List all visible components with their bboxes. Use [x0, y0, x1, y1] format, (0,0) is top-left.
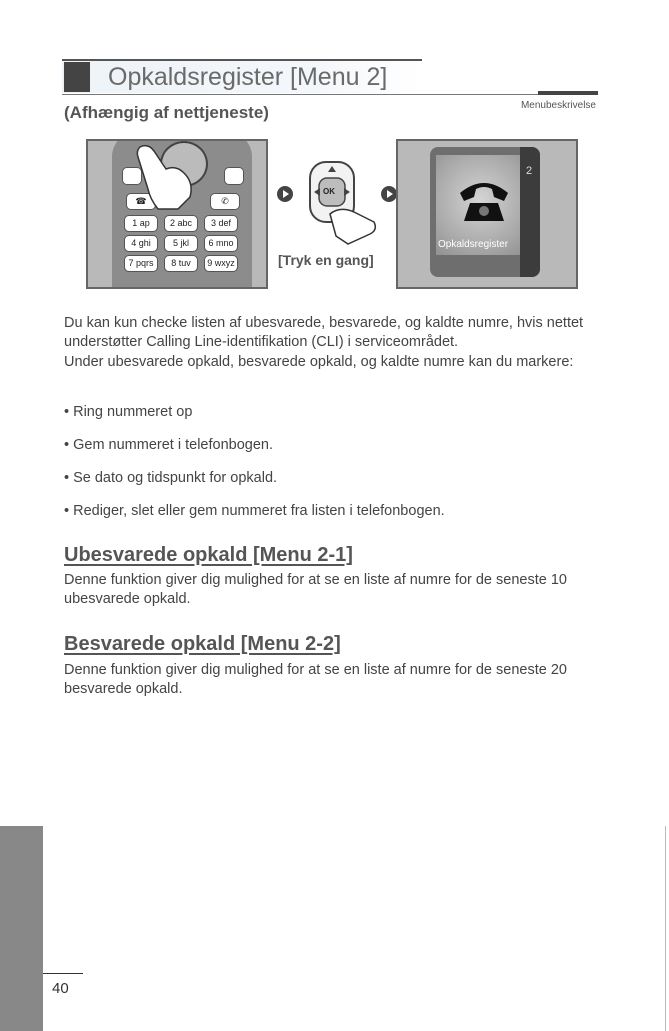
keypad-key: 9 wxyz — [204, 255, 238, 272]
press-once-caption: [Tryk en gang] — [278, 252, 374, 268]
keypad-key: 5 jkl — [164, 235, 198, 252]
ok-navigation-key-icon — [300, 156, 380, 248]
bullet-item: • Ring nummeret op — [64, 404, 193, 420]
intro-paragraph: Du kan kun checke listen af ubesvarede, besvarede, og kaldte numre, hvis nettet understøtter Calling Line-identifikation (CLI) i serviceområdet. — [64, 315, 584, 350]
keypad-key: 2 abc — [164, 215, 198, 232]
page-subtitle: (Afhængig af nettjeneste) — [64, 103, 269, 122]
arrow-right-icon — [381, 186, 397, 202]
bullet-item: • Gem nummeret i telefonbogen. — [64, 437, 273, 453]
section-heading: Besvarede opkald [Menu 2-2] — [64, 633, 341, 655]
phone-keypad-picture — [86, 139, 268, 289]
end-key-icon: ✆ — [210, 193, 240, 210]
send-key-icon: ☎ — [126, 193, 156, 210]
pressing-finger-icon — [132, 143, 202, 211]
title-marker-block — [64, 62, 90, 92]
phone-display — [430, 147, 540, 277]
menu-index-number: 2 — [526, 165, 533, 177]
bullet-item: • Se dato og tidspunkt for opkald. — [64, 470, 278, 486]
section-label: Menubeskrivelse — [520, 100, 596, 111]
keypad-key: 1 ap — [124, 215, 158, 232]
keypad-key: 4 ghi — [124, 235, 158, 252]
page-number: 40 — [52, 980, 69, 997]
keypad-key: 3 def — [204, 215, 238, 232]
section-heading: Ubesvarede opkald [Menu 2-1] — [64, 544, 353, 566]
page-number-rule — [43, 973, 83, 974]
section-paragraph: Denne funktion giver dig mulighed for at se en liste af numre for de seneste 10 ubesvarede opkald. — [64, 572, 567, 607]
keypad-key: 8 tuv — [164, 255, 198, 272]
section-paragraph: Denne funktion giver dig mulighed for at se en liste af numre for de seneste 20 besvarede opkald. — [64, 662, 567, 697]
page-edge-line — [665, 826, 666, 1031]
title-accent-bar — [538, 91, 598, 95]
intro-paragraph: Under ubesvarede opkald, besvarede opkald, og kaldte numre kan du markere: — [64, 354, 574, 370]
telephone-icon — [454, 171, 514, 227]
ok-key-label: OK — [323, 187, 335, 196]
page-title: Opkaldsregister [Menu 2] — [108, 63, 388, 91]
keypad-key: 7 pqrs — [124, 255, 158, 272]
title-underline — [62, 94, 598, 95]
phone-screen-picture — [396, 139, 578, 289]
bullet-item: • Rediger, slet eller gem nummeret fra listen i telefonbogen. — [64, 503, 445, 519]
arrow-right-icon — [277, 186, 293, 202]
right-soft-key — [224, 167, 244, 185]
keypad-key: 6 mno — [204, 235, 238, 252]
chapter-tab — [0, 826, 43, 1031]
screen-menu-label: Opkaldsregister — [438, 239, 509, 250]
